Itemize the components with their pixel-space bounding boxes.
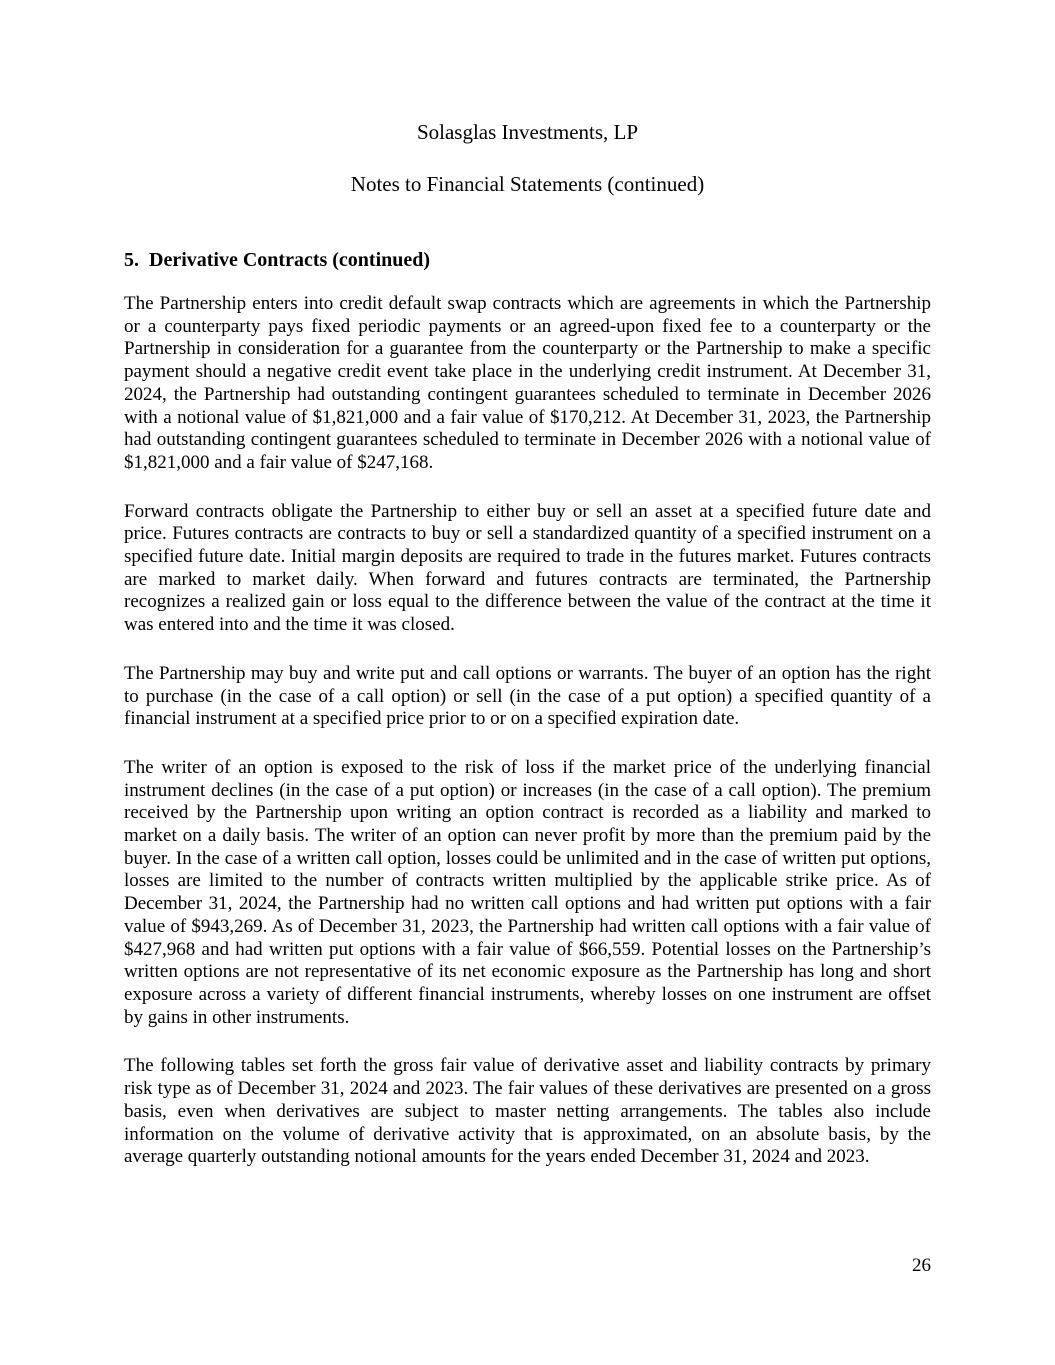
- paragraph-derivative-tables-intro: The following tables set forth the gross fair value of derivative asset and liability contracts by primary risk type as of December 31, 2024 and 2023. The fair values of these derivatives are presented on a gross basis, even when derivatives are subject to master netting arrangements. The tables also include information on the volume of derivative activity that is approximated, on an absolute basis, by the average quarterly outstanding notional amounts for the years ended December 31, 2024 and 2023.: [124, 1055, 931, 1168]
- paragraph-options-overview: The Partnership may buy and write put and call options or warrants. The buyer of an option has the right to purchase (in the case of a call option) or sell (in the case of a put option) a specified quantity of a financial instrument at a specified price prior to or on a specified expiration date.: [124, 662, 931, 730]
- document-title: Solasglas Investments, LP: [416, 120, 639, 144]
- section-heading: [124, 248, 931, 272]
- document-subtitle: Notes to Financial Statements (continued): [350, 172, 705, 196]
- paragraph-credit-default-swaps: The Partnership enters into credit default swap contracts which are agreements in which the Partnership or a counterparty pays fixed periodic payments or an agreed-upon fixed fee to a counterparty or the Partnership in consideration for a guarantee from the counterparty or the Partnership to make a specific payment should a negative credit event take place in the underlying credit instrument. At December 31, 2024, the Partnership had outstanding contingent guarantees scheduled to terminate in December 2026 with a notional value of $1,821,000 and a fair value of $170,212. At December 31, 2023, the Partnership had outstanding contingent guarantees scheduled to terminate in December 2026 with a notional value of $1,821,000 and a fair value of $247,168.: [124, 293, 931, 473]
- paragraph-written-options-risk: The writer of an option is exposed to the risk of loss if the market price of the underlying financial instrument declines (in the case of a put option) or increases (in the case of a call option). The premium received by the Partnership upon writing an option contract is recorded as a liability and marked to market on a daily basis. The writer of an option can never profit by more than the premium paid by the buyer. In the case of a written call option, losses could be unlimited and in the case of written put options, losses are limited to the number of contracts written multiplied by the applicable strike price. As of December 31, 2024, the Partnership had no written call options and had written put options with a fair value of $943,269. As of December 31, 2023, the Partnership had written call options with a fair value of $427,968 and had written put options with a fair value of $66,559. Potential losses on the Partnership’s written options are not representative of its net economic exposure as the Partnership has long and short exposure across a variety of different financial instruments, whereby losses on one instrument are offset by gains in other instruments.: [124, 756, 931, 1028]
- paragraph-forward-futures-contracts: Forward contracts obligate the Partnership to either buy or sell an asset at a specified future date and price. Futures contracts are contracts to buy or sell a standardized quantity of a specified instrument on a specified future date. Initial margin deposits are required to trade in the futures market. Futures contracts are marked to market daily. When forward and futures contracts are terminated, the Partnership recognizes a realized gain or loss equal to the difference between the value of the contract at the time it was entered into and the time it was closed.: [124, 500, 931, 636]
- section-title: Derivative Contracts (continued): [149, 249, 431, 271]
- section-number: 5.: [124, 249, 139, 271]
- page-number: 26: [912, 1255, 931, 1276]
